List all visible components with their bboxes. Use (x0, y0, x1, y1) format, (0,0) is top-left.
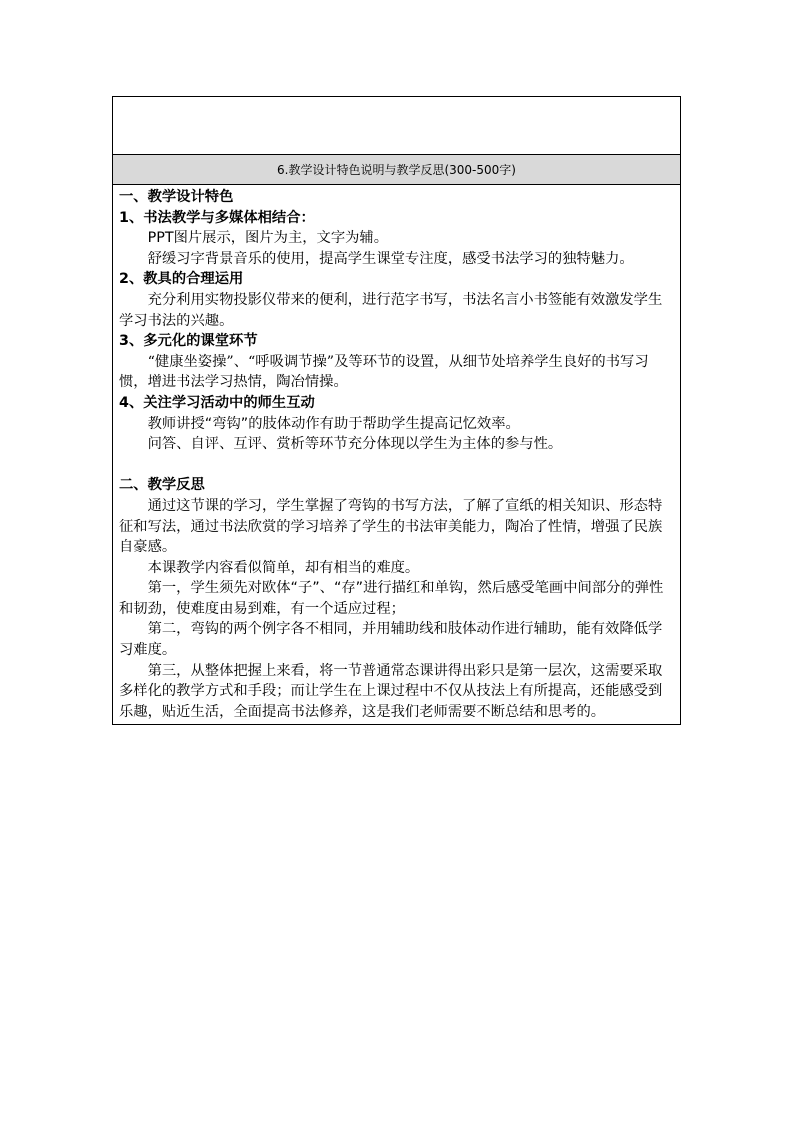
blank-cell (113, 97, 680, 155)
item4-paragraph-1: 教师讲授“弯钩”的肢体动作有助于帮助学生提高记忆效率。 (147, 415, 520, 432)
document-table (112, 96, 681, 725)
item4-paragraph-2: 问答、自评、互评、赏析等环节充分体现以学生为主体的参与性。 (147, 436, 563, 453)
reflection-paragraph-5: 第三，从整体把握上来看，将一节普通常态课讲得出彩只是第一层次，这需要采取多样化的教学方式和手段；而让学生在上课过程中不仅从技法上有所提高，还能感受到乐趣，贴近生活，全面提高书法修养，这是我们老师需要不断总结和思考的。 (119, 662, 663, 720)
section1-title: 一、教学设计特色 (119, 189, 234, 205)
reflection-paragraph-2: 本课教学内容看似简单，却有相当的难度。 (147, 559, 420, 576)
item1-paragraph-1: PPT图片展示，图片为主，文字为辅。 (147, 230, 389, 247)
item2-paragraph-1: 充分利用实物投影仪带来的便利，进行范字书写，书法名言小书签能有效激发学生学习书法的兴趣。 (119, 291, 663, 329)
reflection-paragraph-4: 第二，弯钩的两个例字各不相同，并用辅助线和肢体动作进行辅助，能有效降低学习难度。 (119, 621, 663, 659)
section-header: 6.教学设计特色说明与教学反思(300-500字) (113, 155, 680, 185)
item1-heading: 1、书法教学与多媒体相结合： (119, 209, 315, 226)
item4-heading: 4、关注学习活动中的师生互动 (119, 394, 315, 411)
item1-paragraph-2: 舒缓习字背景音乐的使用，提高学生课堂专注度，感受书法学习的独特魅力。 (147, 250, 634, 267)
section2-title: 二、教学反思 (119, 477, 205, 494)
content-cell (113, 185, 680, 724)
item2-heading: 2、教具的合理运用 (119, 271, 244, 288)
spacer (119, 455, 674, 476)
reflection-paragraph-3: 第一，学生须先对欧体“子”、“存”进行描红和单钩，然后感受笔画中间部分的弹性和韧劲，使难度由易到难，有一个适应过程； (119, 580, 664, 617)
item3-paragraph-1: “健康坐姿操”、“呼吸调节操”及等环节的设置，从细节处培养学生良好的书写习惯，增进书法学习热情，陶冶情操。 (119, 353, 649, 391)
item3-heading: 3、多元化的课堂环节 (119, 333, 258, 350)
reflection-paragraph-1: 通过这节课的学习，学生掌握了弯钩的书写方法，了解了宣纸的相关知识、形态特征和写法，通过书法欣赏的学习培养了学生的书法审美能力，陶冶了性情，增强了民族自豪感。 (119, 497, 663, 556)
